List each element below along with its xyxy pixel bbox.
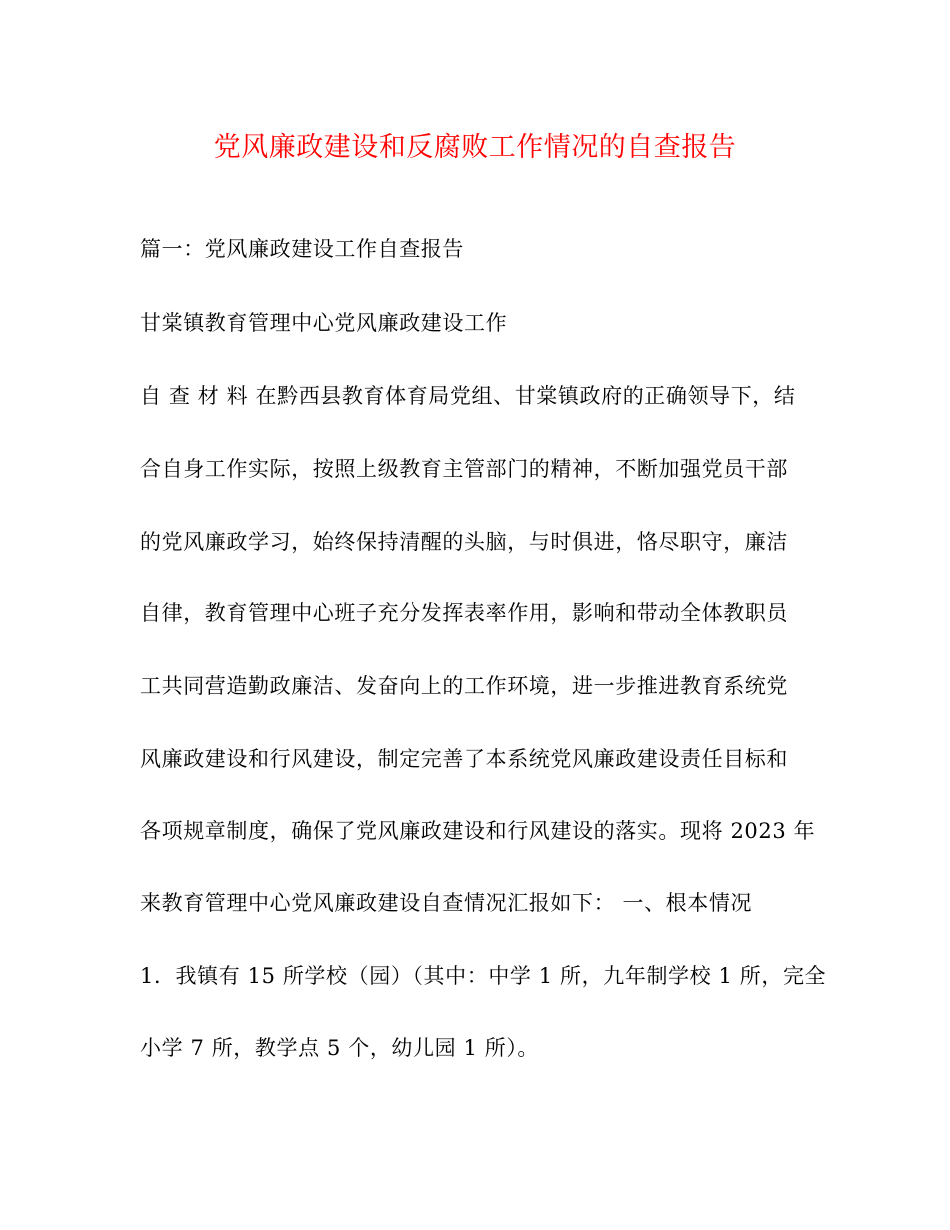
body-line: 小学 7 所，教学点 5 个，幼儿园 1 所）。 bbox=[140, 1036, 540, 1060]
section-heading: 篇一：党风廉政建设工作自查报告 bbox=[140, 237, 464, 261]
body-line: 来教育管理中心党风廉政建设自查情况汇报如下： 一、根本情况 bbox=[140, 891, 753, 915]
body-line: 工共同营造勤政廉洁、发奋向上的工作环境，进一步推进教育系统党 bbox=[140, 674, 788, 698]
body-line: 自律，教育管理中心班子充分发挥表率作用，影响和带动全体教职员 bbox=[140, 601, 788, 625]
body-line: 各项规章制度，确保了党风廉政建设和行风建设的落实。现将 2023 年 bbox=[140, 819, 816, 843]
body-line: 风廉政建设和行风建设，制定完善了本系统党风廉政建设责任目标和 bbox=[140, 747, 788, 771]
subheading: 甘棠镇教育管理中心党风廉政建设工作 bbox=[140, 311, 508, 335]
body-line: 合自身工作实际，按照上级教育主管部门的精神，不断加强党员干部 bbox=[140, 457, 788, 481]
body-line: 1．我镇有 15 所学校（园）（其中：中学 1 所，九年制学校 1 所，完全 bbox=[140, 964, 827, 988]
body-line: 自 查 材 料 在黔西县教育体育局党组、甘棠镇政府的正确领导下，结 bbox=[140, 384, 796, 408]
document-title: 党风廉政建设和反腐败工作情况的自查报告 bbox=[213, 132, 737, 163]
body-line: 的党风廉政学习，始终保持清醒的头脑，与时俱进，恪尽职守，廉洁 bbox=[140, 530, 788, 554]
